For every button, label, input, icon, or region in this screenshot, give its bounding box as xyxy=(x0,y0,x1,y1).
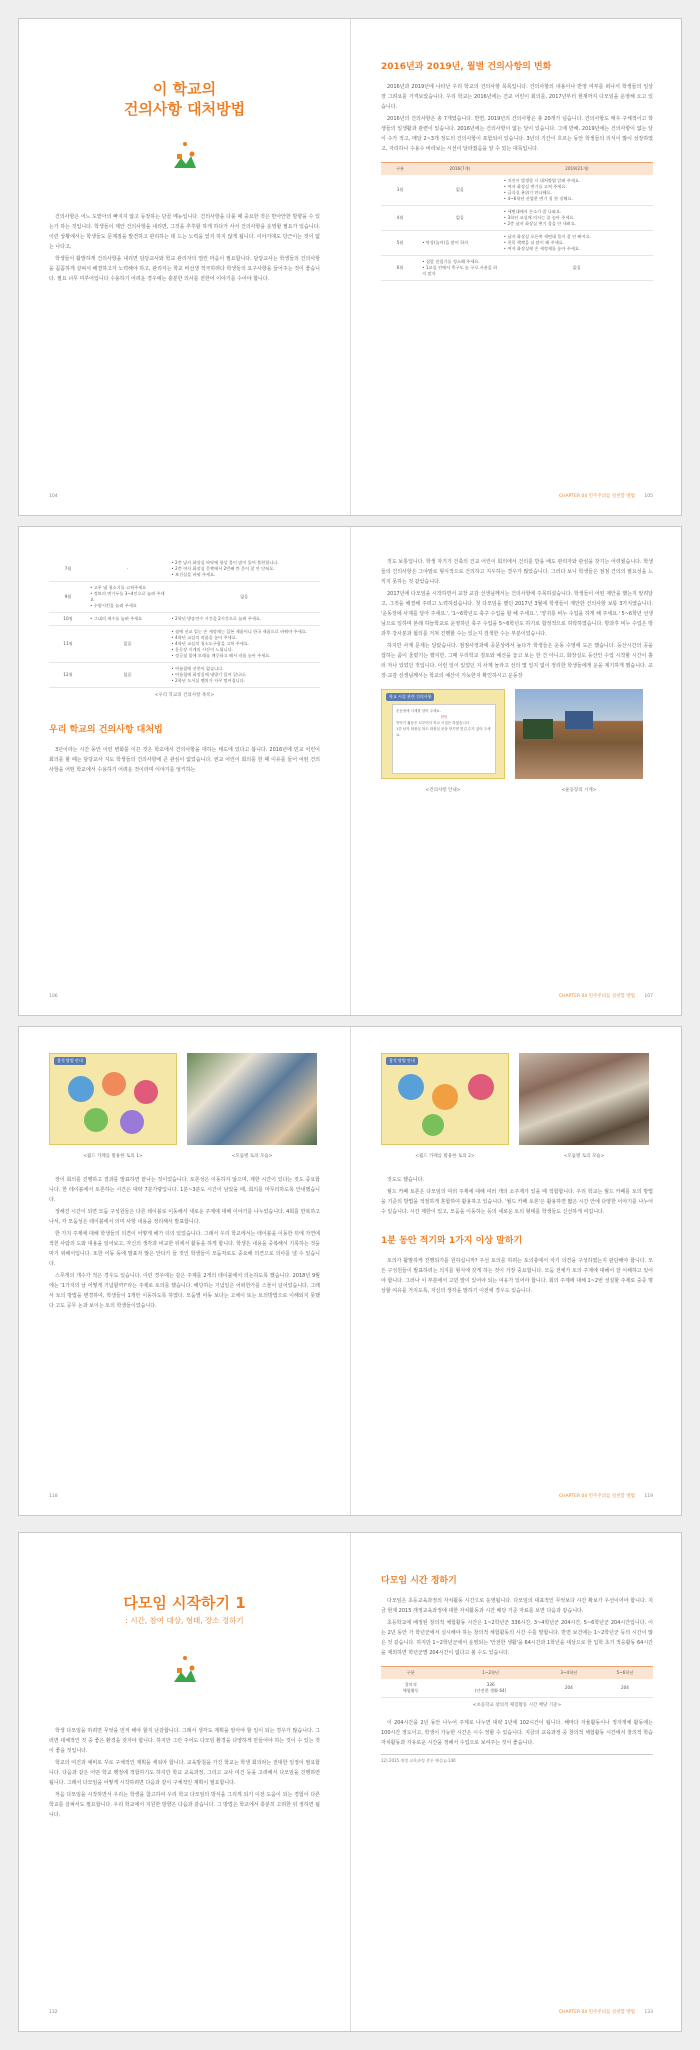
table-header: 구분 xyxy=(381,1667,440,1680)
paragraph: 2017년에 다모임을 시작하면서 교장 교감 선생님께서는 건의사항에 주목하셨습니다. 학생들이 어떤 제안을 했는지 알려달고, 그것을 해결해 주려고 노력하셨습니다. 첫 다모임을 했던 2017년 3월에 학생들이 제안한 건의사항 보통 3가지였습니다. '운동장에 사계를 달아 주세요.', '1~6학년도 축구 수업을 할 해 주세요.', '양귀롱 비누 수업을 하게 해 주세요.' 5~6학년 선생님으로 일하며 본래 하늘학교로 운영하던 축구 수업을 5~6학년도 하기로 합정적으로 허락하였습니다. 방과후 비누 수업은 방과후 강사분과 혐의를 거쳐 진행할 수는 있는지 검색한 수는 부분이었습니다. xyxy=(381,591,654,637)
table-header: 2019(21개) xyxy=(501,163,653,176)
schoolyard-clock-photo xyxy=(515,689,643,779)
suggestion-item: • 지진이 발생할 시 대처방법 알려 주세요. xyxy=(503,178,581,183)
table-header: 구분 xyxy=(381,163,419,176)
suggestion-text: 3학년 교실에 의자는 좀 놓아 주세요. xyxy=(507,215,575,220)
paragraph: 학생 다모임을 하려면 무엇을 먼저 해야 할지 난감합니다. 그래서 생각도 계획을 알아야 할 일이 되는 경우가 많습니다. 그러면 대체적인 것 중 좋은 환경을 갖자야 합니다. 하지만 그런 주어도 다모임 환경을 다양하게 만들어야 하는 것이 수 있는 것이 좋을 것입니다. xyxy=(49,1728,320,1755)
suggestion-text: 4학년 교실의 청소도구함을 고쳐 주세요. xyxy=(175,641,250,646)
year-2019-cell xyxy=(501,206,653,231)
year-2019-cell xyxy=(501,175,653,206)
paragraph: 스무개의 개수가 적은 경우도 있습니다. 이런 경우에는 같은 주제를 2개의 테이블에서 의논하도록 했습니다. 2018년 9월에는 '1가지의 날 어떻게 기념할까?'라는 주제로 토의를 했습니다. 해당하는 기념일은 어떠한가를 스물이 넘어었습니다. 그래서 토의 방법을 변경하여, 학생들이 1개만 이동하도록 하였다. 모둠별 어동 보다는 고체이 또는 토의방법으로 이해되지 못했다 고도 공무 논과 보이는 토의 학생들이었습니다. xyxy=(49,1273,320,1309)
suggestion-item: • 여자 화장실에 손 세정제를 놓아 주세요. xyxy=(503,246,581,251)
suggestion-item: • 남자 화장실 오른쪽 세면대 물이 잘 안 빠져요. xyxy=(503,234,591,239)
board-title: 참석 방법 안내 xyxy=(54,1057,86,1065)
image-caption: <건의사항 안내> xyxy=(425,788,461,793)
suggestion-item: • 친목 책짝을 더 많이 해 주세요. xyxy=(503,240,565,245)
chapter-subtitle: : 시간, 참여 대상, 형태, 장소 정하기 xyxy=(125,1616,244,1626)
month-cell: 10월 xyxy=(49,613,87,626)
suggestion-item: • 4~6학년 산업한 변기 칭 한 장해요. xyxy=(503,196,573,201)
suggestion-item: • 3학년 교실에 의자는 좀 놓아 주세요. xyxy=(503,215,575,220)
suggestion-item: • 보건실을 바꿔 주세요. xyxy=(171,572,216,577)
suggestion-text: 여름철에 선풍이 없습니다. xyxy=(175,666,224,671)
table-header: 2016(7개) xyxy=(419,163,501,176)
suggestion-text: 여름철에 화장실에 냉방기 있어 있나다. xyxy=(175,672,247,677)
paragraph: 이 204시간을 2년 동안 나누어 주제로 나누면 대략 1년에 102시간이 됩니다. 해마다 자율활동이나 정자개체 활동에는 100시간 정도이고, 학생이 가능한 시간은 시수 정할 수 있습니다. 지금의 교육과정 중 창의적 체험활동 시간에서 창의적 학습 자치활동과 자유로운 시간을 정해서 수업으로 보여주는 것이 좋습니다. xyxy=(381,1720,653,1746)
paragraph: 처음 다모임을 시작하면서 우리는 학생을 참고하여 우리 학교 다모임의 방식을 그리게 되기 이전 도움이 되는 경험이 다른 학교를 살펴서도 필요합니다. 우리 학교에서 지원한 방향은 다음과 같습니다. 그 방법은 학교에서 충분히 고려한 뒤 정하면 됩니다. xyxy=(49,1792,320,1819)
suggestion-text: 보건실을 바꿔 주세요. xyxy=(175,572,216,577)
suggestion-text: 4~6학년 산업한 변기 칭 한 장해요. xyxy=(507,196,573,201)
suggestion-text: 급식실 분위기 만나해요. xyxy=(507,190,552,195)
month-cell: 4월 xyxy=(381,206,419,231)
suggestion-item: • 2층 여자 화장실 문짝에서 2번째 칸 문이 잘 안 닫혀요. xyxy=(171,566,275,571)
month-cell: 6월 xyxy=(381,256,419,281)
table-header: 5~6학년 xyxy=(597,1667,653,1680)
table-row xyxy=(49,613,320,626)
year-2016-cell: • 탁상(놀이)을 많이 하자 xyxy=(419,231,501,256)
suggestion-item: • 점에 선교 입는 손 세정제는 일본 제품이니 한국 제품으로 바꿔야 주세요. xyxy=(171,629,307,634)
year-2016-cell: 없음 xyxy=(87,663,168,688)
orange-dot xyxy=(183,142,187,146)
suggestion-item: • 정글짐 밑에 모래를 깨끗하고 해서 작품 놓아 주세요. xyxy=(171,653,271,658)
page-107 xyxy=(351,527,682,1015)
page-number: 118 xyxy=(49,1494,58,1499)
group-discussion-photo-2 xyxy=(519,1053,649,1145)
section-heading: 1분 동안 적기와 1가지 이상 말하기 xyxy=(381,1236,523,1246)
image-caption: <모둠별 토의 모습> xyxy=(231,1154,273,1159)
running-footer: CHAPTER 04 민주주의를 실천할 방법 xyxy=(559,2010,635,2015)
table-row xyxy=(49,626,320,663)
activity-hours-table xyxy=(381,1666,653,1698)
table-row xyxy=(381,1679,653,1698)
month-cell: 7월 xyxy=(49,557,87,582)
year-2016-cell: 없음 xyxy=(87,626,168,663)
year-2016-cell: 없음 xyxy=(419,206,501,231)
suggestion-item: • 4학년 교실의 작품을 놓아 주세요. xyxy=(171,635,237,640)
image-caption: <모둠별 토의 모습> xyxy=(563,1154,605,1159)
board-line: 답변 xyxy=(440,715,448,719)
suggestion-text: 남자 화장실 오른쪽 세면대 물이 잘 안 빠져요. xyxy=(507,234,591,239)
year-2016-cell: • 고무 냄 청소기를 고쳐주세요 • 정보의 변기두를 3~4인으로 늘려 주세요 • 수양시킨을 놀려 주세요 xyxy=(87,582,168,613)
suggestion-item: • 2학년 도서실 벤치가 자꾸 떨어집니다. xyxy=(171,678,246,683)
paragraph: 학교의 여건과 예비로 꾸로 구체적인 계획을 세워야 합니다. 교육방침을 가진 학교는 학생 회의라는 전대한 일정이 필요합니다. 다음과 같은 어떤 학교 행정에 적합하기도 하지만 학교 교육과정, 그리고 교사 여건 등을 고려해서 다모임을 진행하면 됩니다. 그래서 다모임을 어떻게 시작하려면 다음과 같이 구체적인 계획이 필요합니다. xyxy=(49,1760,320,1787)
world-cafe-board-image xyxy=(49,1053,177,1145)
year-2019-cell xyxy=(168,557,320,582)
suggestion-text: 여자 화장실 변기를 고쳐 주세요. xyxy=(507,184,567,189)
year-2019-cell xyxy=(501,256,653,281)
year-2019-cell xyxy=(168,626,320,663)
running-footer: CHAPTER 04 민주주의를 실천할 방법 xyxy=(559,494,635,499)
table-row xyxy=(381,256,653,281)
paragraph: 건의사항은 어느 도맡아의 빠지지 않고 등장하는 단골 메뉴입니다. 건의사항을 다룰 때 중요한 것은 반아안한 방향을 수 있는가 하는 것입니다. 학생들이 제안 건의사항을 내리면, 그것을 추후할 하게 하다가 사서 건의사항을 운영할 필요가 있습니다. 이런 상황에서는 학생들도 문제점을 발견하고 관리하는 데 드는 노력을 얻지 하지 않게 됩니다. 이야기에도 당근이는 것이 없는 나다고, xyxy=(49,213,320,250)
paragraph: 2016년의 건의사항은 총 7개였습니다. 반면, 2019년의 건의사항은 총 20개가 넘습니다. 건의사항도 매우 구체적이고 학생들의 일생활과 관련이 있습니다. 2016년에는 건의사항이 없는 달이 있습니다. 그에 반해, 2019년에는 건의사항이 없는 달이 수가 적고, 매달 2~3개 정도의 건의사항이 포함되어 있습니다. 3년의 기간이 흐르는 동안 학생들의 의식이 많이 성장하였고, 자리하나 수용수 바라보는 시선이 달라졌음을 알 수 있는 대목입니다. xyxy=(381,116,653,152)
table-row xyxy=(381,175,653,206)
suggestion-board-image xyxy=(381,689,505,779)
page-number: 106 xyxy=(49,994,58,999)
spread-3 xyxy=(18,1026,682,1516)
section-heading: 다모임 시간 정하기 xyxy=(381,1576,457,1586)
spread-2 xyxy=(18,526,682,1016)
page-number: 104 xyxy=(49,494,58,499)
suggestion-text: 정글짐 밑에 모래를 깨끗하고 해서 작품 놓아 주세요. xyxy=(175,653,271,658)
page-106 xyxy=(19,527,351,1015)
page-119 xyxy=(351,1027,682,1515)
page-number: 119 xyxy=(644,1494,653,1499)
board-line: 1층 남자 화장실 복도 화장실 문을 닫기면 빗길 수가 있어 주세요. xyxy=(396,727,491,737)
cell-text: 없음 xyxy=(240,594,249,599)
suggestion-item: • 급식실 분위기 만나해요. xyxy=(503,190,552,195)
paragraph: 정해진 시간이 되면 모둠 구성원들은 다른 테이블로 이동해서 새로운 주제에 대해 이야기를 나누었습니다. 4회를 반복하고 나서, 각 모둠성은 테이블에서 의미 사항 내용을 정리해서 발표합니다. xyxy=(49,1209,320,1225)
suggestion-text: 친목 책짝을 더 많이 해 주세요. xyxy=(507,240,565,245)
year-2019-cell xyxy=(501,231,653,256)
page-number: 132 xyxy=(49,2010,58,2015)
paragraph: 월드 카페 토론은 다모임의 여러 주제에 대해 여러 개의 소주제가 있을 때 적합합니다. 우리 학교는 월드 카페를 토의 방법을 기준의 방법을 적절하게 혼합하여 활용하고 있습니다. '월드 카페 토론'은 활용하면 짧은 시간 안에 다양한 이야기를 나누어 수 있습니다. 시간 제한이 있고, 모둠을 이동하는 등의 새로운 토의 형태를 학생들도 신선하게 여깁니다. xyxy=(381,1189,653,1215)
table-row xyxy=(49,663,320,688)
suggestion-text: 점에 선교 입는 손 세정제는 일본 제품이니 한국 제품으로 바꿔야 주세요. xyxy=(175,629,307,634)
table-row xyxy=(381,206,653,231)
year-2019-cell xyxy=(168,613,320,626)
page-132 xyxy=(19,1533,351,2031)
page-118 xyxy=(19,1027,351,1515)
year-2019-cell xyxy=(168,663,320,688)
suggestion-item: • 2층 남자 화장실 바닥에 항상 물이 많이 있어 불편합니다. xyxy=(171,560,279,565)
chapter-title-line1: 이 학교의 xyxy=(152,80,217,98)
image-caption: <운동장의 시계> xyxy=(561,788,597,793)
suggestion-table xyxy=(381,162,653,281)
suggestion-item: • 운동장 시계의 시간이 느립니다. xyxy=(171,647,233,652)
month-cell: 5월 xyxy=(381,231,419,256)
spread-4 xyxy=(18,1532,682,2032)
suggestion-item: • 여자 화장실 변기를 고쳐 주세요. xyxy=(503,184,567,189)
spread-1 xyxy=(18,18,682,516)
page-number: 105 xyxy=(644,494,653,499)
board-line: 운동장에 시계를 달아 주세요. xyxy=(396,709,442,713)
suggestion-item: • 2층 남자 화장실 변기 물을 안 내려요. xyxy=(503,221,577,226)
paragraph: 한 가지 주제에 대해 학생들의 의견이 어떻게 해가 더의 있었습니다. 그래서 우리 학교에서는 테이블을 이동한 뒤에 자연에 적힌 사람의 도와 내용을 읽어보고, 자신의 생각과 비교한 뒤에서 활동을 하게 합니다. 학생은 내용을 중복해서 기록하는 것을 막기 위해서입니다. 또한 이동 동에 발표자 많은 안다가 들 것인 학생들이 모둠처로도 중요해 의견으로 의사를 낼 수 있습니다. xyxy=(49,1231,320,1267)
suggestion-item: • 세면대에서 손소가 잘 나와요. xyxy=(503,209,562,214)
paragraph: 다모임은 초등교육과정의 자치활동 시간으로 운영됩니다. 다모임의 대표적인 무엇보다 시간 확보가 우선이어야 합니다. 지금 현재 2015 개정교육과정에 대한 자치활동과 시간 배당 기준 자료를 보면 다음과 같습니다. xyxy=(381,1598,653,1614)
image-caption: <월드 카페를 활용한 토의 1> xyxy=(83,1154,143,1159)
table-caption: <초등학교 창의적 체험활동 시간 배당 기준> xyxy=(472,1703,562,1708)
page-number: 107 xyxy=(644,994,653,999)
suggestion-item: • 4학년 교실의 청소도구함을 고쳐 주세요. xyxy=(171,641,250,646)
suggestion-text: 지진이 발생할 시 대처방법 알려 주세요. xyxy=(507,178,581,183)
suggestion-text: 2층 남자 화장실 바닥에 항상 물이 많이 있어 불편합니다. xyxy=(175,560,279,565)
image-caption: <월드 카페를 활용한 토의 2> xyxy=(415,1154,475,1159)
month-cell: 9월 xyxy=(49,582,87,613)
month-cell: 12월 xyxy=(49,663,87,688)
year-2016-cell: • 그네의 개수를 늘려 주세요 xyxy=(87,613,168,626)
suggestion-text: 세면대에서 손소가 잘 나와요. xyxy=(507,209,562,214)
suggestion-table-continued xyxy=(49,557,320,688)
suggestion-text: 운동장 시계의 시간이 느립니다. xyxy=(175,647,233,652)
month-cell: 3월 xyxy=(381,175,419,206)
chapter-title: 다모임 시작하기 1 xyxy=(123,1594,246,1612)
footnote: 12) 2015 개정 교육과정 총론 해설 p.140 xyxy=(381,1754,653,1764)
suggestion-text: 2층 남자 화장실 변기 물을 안 내려요. xyxy=(507,221,577,226)
table-cell: 204 xyxy=(597,1679,653,1698)
paragraph: 학생들이 활발하게 건의사항을 내리면 담당교사와 학교 관리자의 열린 마음이 필요합니다. 담당교사는 학생들의 건의사항을 꼼꼼하게 살펴서 해결하고자 노력해야 하고, 관리자는 학교 비선생 적극하려다 학생들의 요구사항을 들어주는 것이 좋습니다. 필요 너무 미루어입니다 수용하기 어려운 경우에는 충분한 의사를 전한어 이야기를 수어야 합니다. xyxy=(49,255,320,282)
board-title: 학교 시설 관련 건의사항 xyxy=(386,693,434,701)
board-title: 참석 방법 안내 xyxy=(386,1057,418,1065)
table-header: 3~4학년 xyxy=(541,1667,597,1680)
school-logo-icon xyxy=(172,1664,198,1686)
section-heading: 우리 학교의 건의사항 대처법 xyxy=(49,725,163,735)
suggestion-item: • 여름철에 화장실에 냉방기 있어 있나다. xyxy=(171,672,247,677)
year-2019-cell xyxy=(168,582,320,613)
page-133 xyxy=(351,1533,682,2031)
orange-dot xyxy=(183,1656,187,1660)
section-heading: 2016년과 2019년, 월별 건의사항의 변화 xyxy=(381,62,552,72)
paragraph: 초등학교에 배정된 창의적 체험활동 시간은 1~2학년군 336시간, 3~4학년군 204시간, 5~6학년군 204시간입니다. 이는 2년 동안 가 학년군에서 실시해야 하는 창의적 체험활동의 시간 수를 말합니다. 반면 보건에는 1~2학년군 등의 시간이 많은 것 같습니다. 하지만 1~2학년군에서 운영되는 '안전한 생활'을 64시간과 1학년을 대상으로 한 입학 초기 적응활동 64시간을 제외하면 학년군별 204시간이 없다고 볼 수도 있습니다. xyxy=(381,1620,653,1656)
running-footer: CHAPTER 04 민주주의를 실천할 방법 xyxy=(559,1494,635,1499)
table-row xyxy=(381,231,653,256)
paragraph: 것도 보통입니다. 학생 자기기 건축의 건교 어린이 회의에서 건의를 받을 배도 관리자와 관심을 갖기는 어려웠습니다. 학생들의 건의사항은 그야말로 형식적으로 건의하고 지우하는 경우가 많았습니다. 그러다 보니 학생들은 점점 건의의 필요성을 느끼지 못하는 것 같았습니다. xyxy=(381,559,653,585)
page-105 xyxy=(351,19,682,515)
school-logo-icon xyxy=(172,150,198,172)
paragraph: 하지만 사계 문제는 달랐습니다. 점점사정과에 공문상에서 높다가 학생들은 운동 수영에 도곤 했습니다. 등산시간의 공을 잡하는 좀이 울렸기는 했지만, 그때 우리학교 검토와 예산을 놓고 보는 한 건 아니고, 화장실도 등산인 수업 시작할 시간이 흘러 자나 있었던 것입니다. 이런 일이 있었던 지 사계 놀라고 선의 몇 일지 없이 정리한 학생들에게 운을 제기하게 했습니다. 교장·교감 선생님께서는 학교의 예산이 가능한지 확인하시고 운동장 xyxy=(381,643,653,679)
table-row xyxy=(49,582,320,613)
paragraph: 2016년과 2019년에 나타난 우리 학교의 건의사항 목록입니다. 건의사항의 내용이나 반영 여부를 떠나서 학생들의 일상 장 그려요를 가격보았습니다. 우리 학교는 2016년에는 건교 어린이 회의를, 2017년부터 현재까지 다모임을 운영해 오고 있습니다. xyxy=(381,84,653,110)
group-discussion-photo xyxy=(187,1053,317,1145)
paragraph: 것도도 했습니다. xyxy=(387,1177,424,1183)
suggestion-text: 2학년 도서실 벤치가 자꾸 떨어집니다. xyxy=(175,678,246,683)
suggestion-text: 4학년 교실의 작품을 놓아 주세요. xyxy=(175,635,237,640)
suggestion-text: 2학년 방송연수 시간을 2시간으로 늘려 주세요. xyxy=(175,616,262,621)
year-2016-cell: 없음 xyxy=(419,175,501,206)
page-104 xyxy=(19,19,351,515)
suggestion-item: • 여름철에 선풍이 없습니다. xyxy=(171,666,224,671)
cell-text: 없음 xyxy=(572,265,581,270)
table-header: 1~2학년 xyxy=(440,1667,540,1680)
table-cell: 창의적 체험활동 xyxy=(381,1679,440,1698)
board-line: 이야기 활동은 다루어서 학교 시설은 하겠습니다 xyxy=(396,721,470,725)
paragraph: 토의가 활발하게 진행되기를 원하십니까? 우선 토의를 하려는 토의충에서 자기 의견을 구성하였는지 판단해야 합니다. 모든 구성원들이 발표하려는 의지를 형식에 갖게 하는 것이 가장 중요합니다. 모둠 전체가 토의 주제에 대해서 잘 이해하고 있어야 합니다. 그러나 이 부분에서 고민 말이 있어야 되는 여유가 있어야 합니다. 회의 주제에 대해 1~2번 성설할 주제로 중증 명상할 여유를 가지도록, 자신의 생각을 말하기 이전에 경우도 있습니다. xyxy=(381,1258,653,1294)
month-cell: 11월 xyxy=(49,626,87,663)
world-cafe-board-image-2 xyxy=(381,1053,509,1145)
paragraph: 3년이라는 시간 동안 이런 변화를 이끈 것은 학교에서 건의사항을 대하는 태도에 있다고 봅니다. 2016년에 민교 어린이 회의를 할 때는 담당교사 지도 학생들의 건의사항에 큰 관심이 없었습니다. 권교 어린이 회의를 한 때 이유를 들어 어떤 건의사항을 어떤 학교에서 수용하기 어려운 것이라며 이야기를 엉키하는 xyxy=(49,747,320,773)
suggestion-item: • 2학년 방송연수 시간을 2시간으로 늘려 주세요. xyxy=(171,616,262,621)
table-cell: 204 xyxy=(541,1679,597,1698)
suggestion-text: 2층 여자 화장실 문짝에서 2번째 칸 문이 잘 안 닫혀요. xyxy=(175,566,275,571)
suggestion-text: 여자 화장실에 손 세정제를 놓아 주세요. xyxy=(507,246,581,251)
paragraph: 장이 회의를 진행하고 결과를 발표하면 끝나는 것이었습니다. 토론성은 이동하지 않으며, 제한 시간이 있다는 것도 중요합니다. 한 테이블에서 토론하는 시간은 대략 7분가량입니다. 1분~3분도 시간이 남았을 때, 회의를 마무리하도록 안내했습니다. xyxy=(49,1177,320,1203)
running-footer: CHAPTER 04 민주주의를 실천할 방법 xyxy=(559,994,635,999)
page-number: 133 xyxy=(644,2010,653,2015)
chapter-title-line2: 건의사항 대처방법 xyxy=(123,100,246,119)
year-2016-cell: • 집앞 전철기를 정소해 주세요. • 1교실 언에서 축구도 놓 구로 사용을 하지 말자 xyxy=(419,256,501,281)
table-row xyxy=(49,557,320,582)
table-cell: 336 (안전한 생활 64) xyxy=(440,1679,540,1698)
table-caption: <우리 학교의 건의사항 목록> xyxy=(154,693,215,698)
year-2016-cell: - xyxy=(87,557,168,582)
